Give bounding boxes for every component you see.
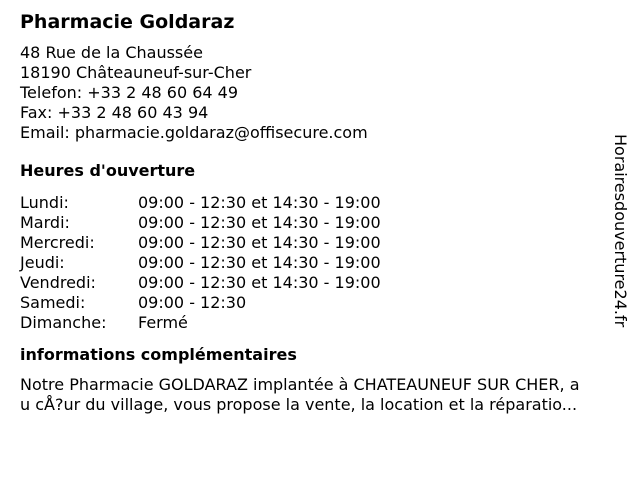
hours-row-friday: [20, 273, 620, 293]
address-line1: 48 Rue de la Chaussée: [20, 43, 203, 62]
hours-table: [20, 193, 620, 333]
info-heading: informations complémentaires: [20, 345, 297, 364]
day-label: Lundi:: [20, 193, 69, 212]
day-label: Jeudi:: [20, 253, 65, 272]
hours-row-sunday: [20, 313, 620, 333]
hours-row-thursday: [20, 253, 620, 273]
address-line2: 18190 Châteauneuf-sur-Cher: [20, 63, 252, 82]
day-hours: Fermé: [138, 313, 188, 332]
phone-number: Telefon: +33 2 48 60 64 49: [20, 83, 239, 102]
day-hours: 09:00 - 12:30 et 14:30 - 19:00: [138, 233, 381, 252]
day-hours: 09:00 - 12:30 et 14:30 - 19:00: [138, 253, 381, 272]
site-watermark: Horairesdouverture24.fr: [611, 134, 630, 328]
day-label: Mercredi:: [20, 233, 95, 252]
fax-number: Fax: +33 2 48 60 43 94: [20, 103, 209, 122]
hours-heading: Heures d'ouverture: [20, 161, 196, 180]
day-hours: 09:00 - 12:30: [138, 293, 247, 312]
description-line1: Notre Pharmacie GOLDARAZ implantée à CHATEAUNEUF SUR CHER, a: [20, 375, 580, 394]
day-hours: 09:00 - 12:30 et 14:30 - 19:00: [138, 273, 381, 292]
day-label: Mardi:: [20, 213, 70, 232]
day-label: Vendredi:: [20, 273, 96, 292]
description-line2: u cÅ?ur du village, vous propose la vente, la location et la réparatio...: [20, 395, 578, 414]
pharmacy-name: Pharmacie Goldaraz: [20, 11, 235, 33]
hours-row-monday: [20, 193, 620, 213]
hours-row-wednesday: [20, 233, 620, 253]
hours-row-saturday: [20, 293, 620, 313]
day-hours: 09:00 - 12:30 et 14:30 - 19:00: [138, 213, 381, 232]
day-label: Dimanche:: [20, 313, 107, 332]
email-address: Email: pharmacie.goldaraz@offisecure.com: [20, 123, 368, 142]
pharmacy-card: [20, 8, 620, 415]
hours-row-tuesday: [20, 213, 620, 233]
day-label: Samedi:: [20, 293, 86, 312]
day-hours: 09:00 - 12:30 et 14:30 - 19:00: [138, 193, 381, 212]
